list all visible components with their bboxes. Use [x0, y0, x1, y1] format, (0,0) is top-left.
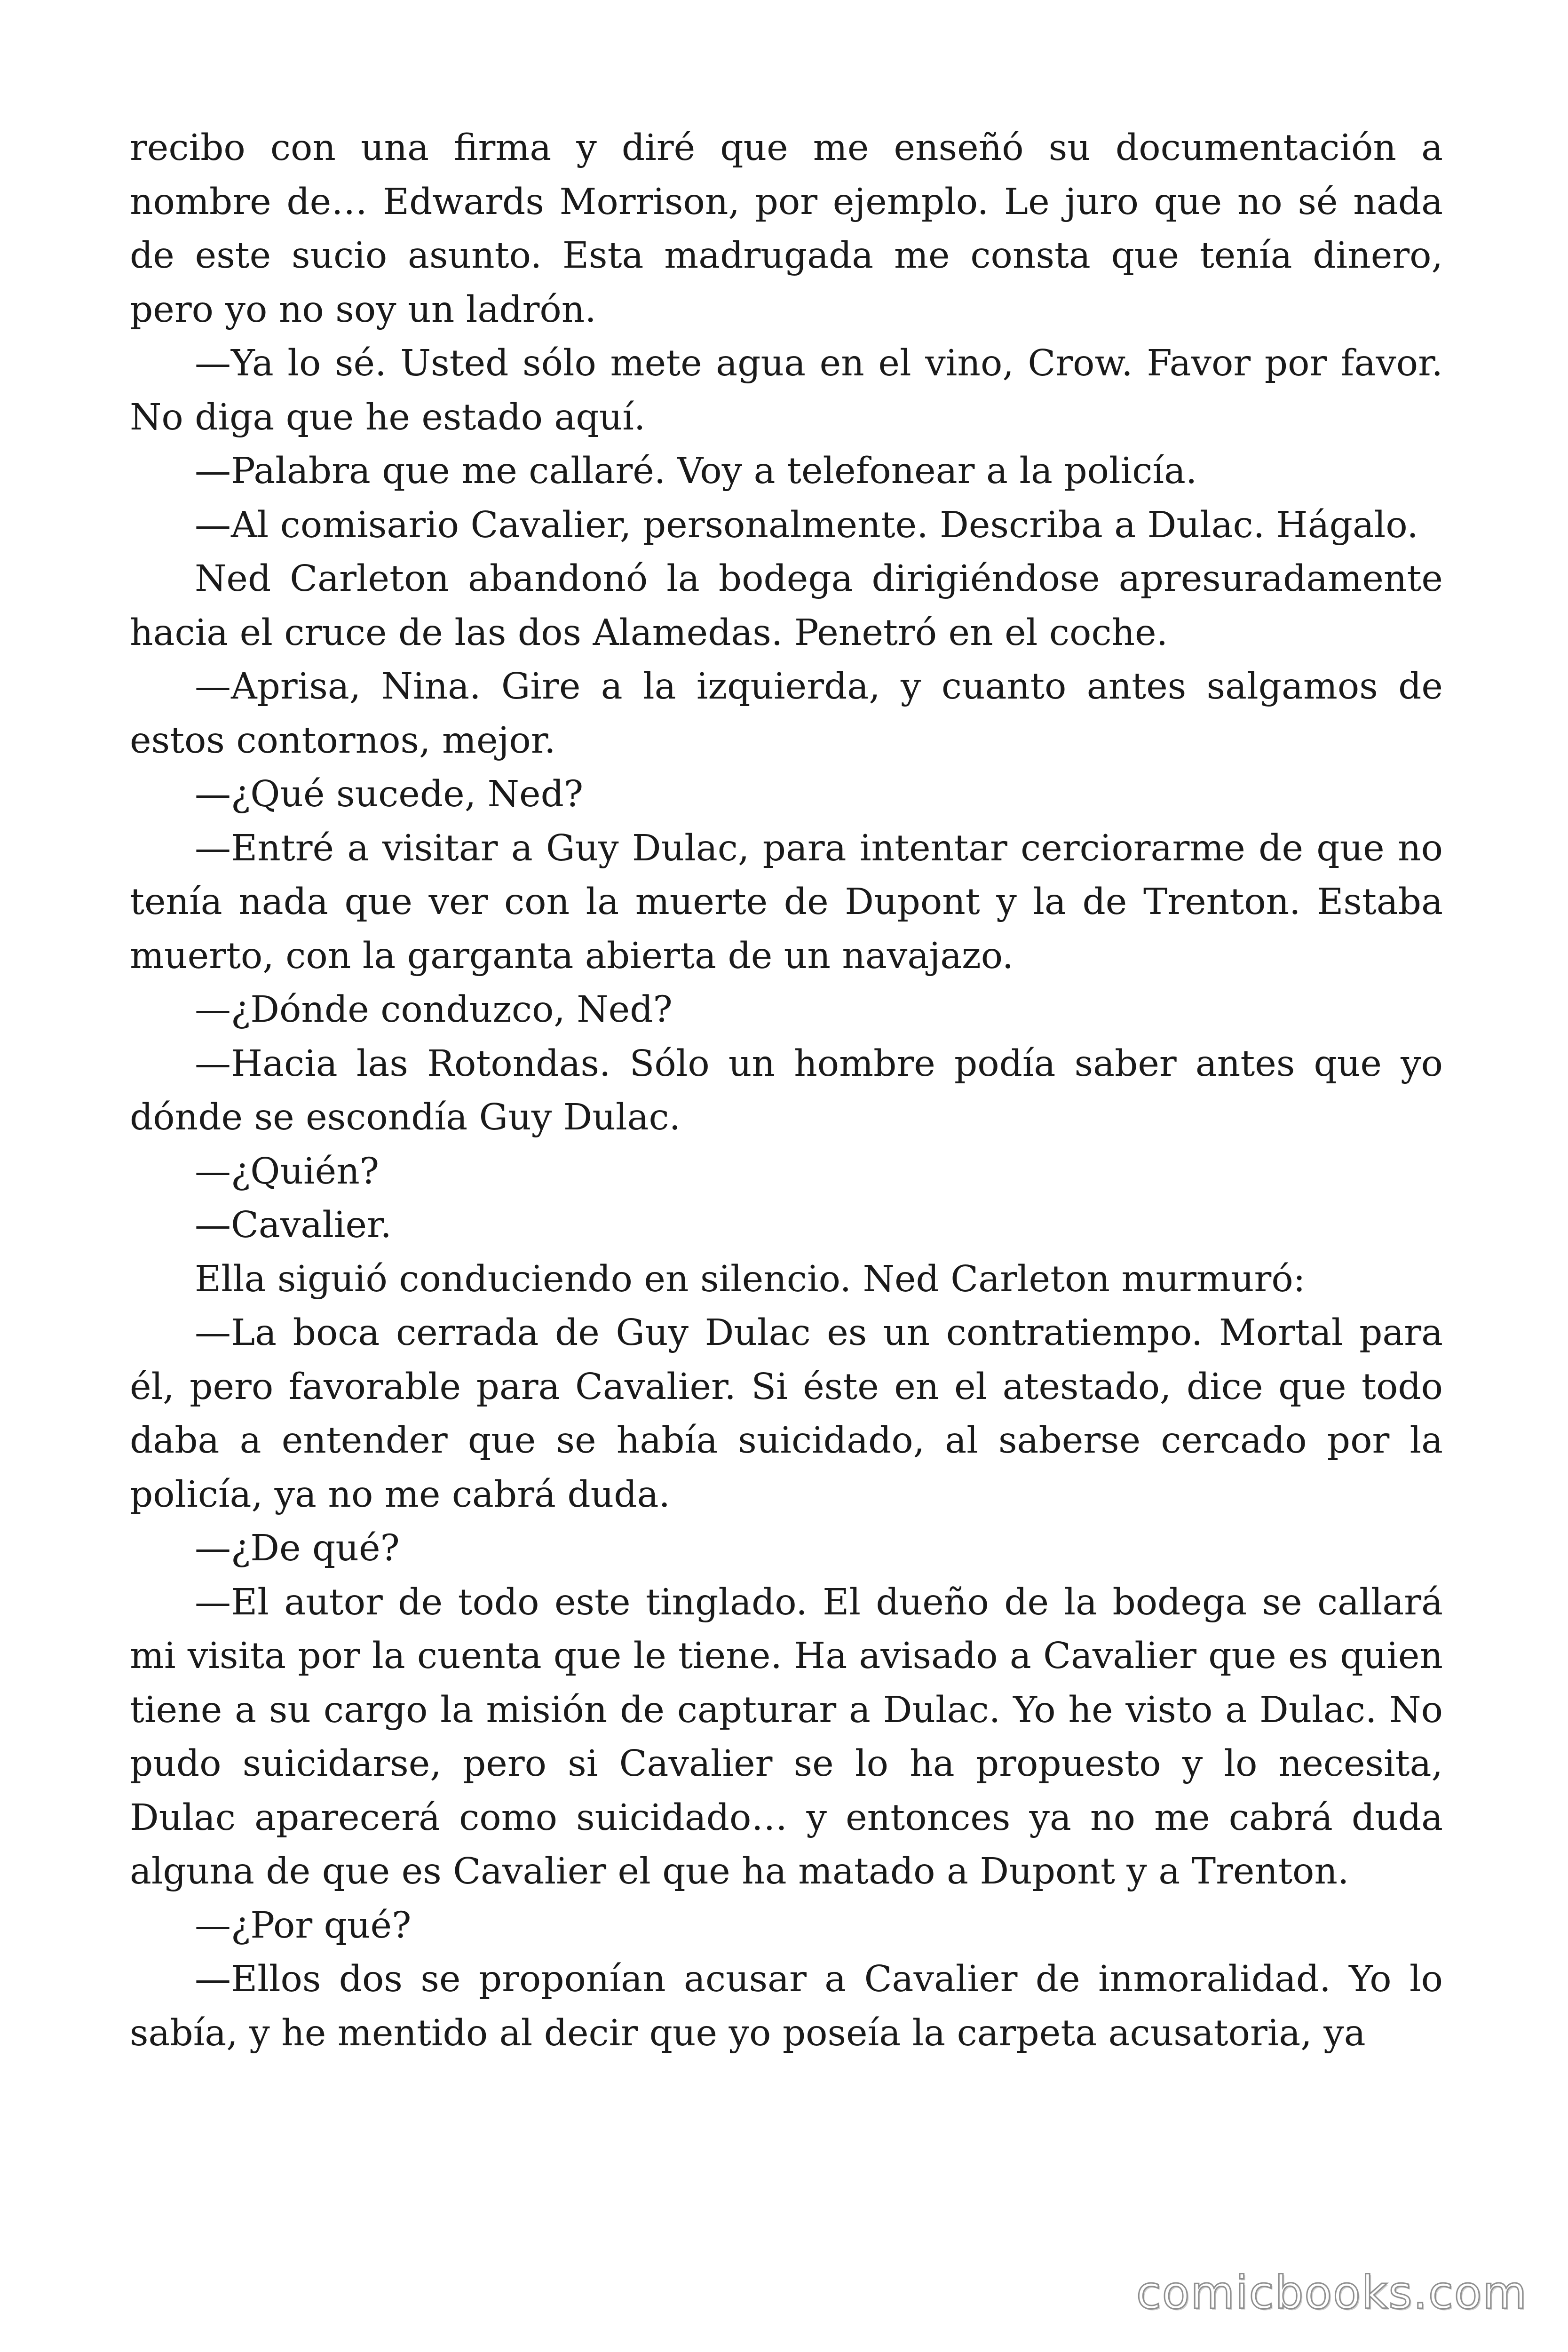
paragraph: —Ya lo sé. Usted sólo mete agua en el vino, Crow. Favor por favor. No diga que he estado aquí. — [130, 342, 1443, 438]
paragraph: —El autor de todo este tinglado. El dueño de la bodega se callará mi visita por la cuenta que le tiene. Ha avisado a Cavalier que es quien tiene a su cargo la misión de capturar a Dulac. Yo he visto a Dulac. No pudo suicidarse, pero si Cavalier se lo ha propuesto y lo necesita, Dulac aparecerá como suicidado… y entonces ya no me cabrá duda alguna de que es Cavalier el que ha matado a Dupont y a Trenton. — [130, 1581, 1443, 1892]
paragraph: —¿Por qué? — [195, 1904, 412, 1947]
watermark: comicbooks.com — [1136, 2266, 1528, 2319]
paragraph: Ella siguió conduciendo en silencio. Ned Carleton murmuró: — [195, 1258, 1306, 1300]
paragraph: —¿Dónde conduzco, Ned? — [195, 989, 673, 1031]
paragraph: —La boca cerrada de Guy Dulac es un contratiempo. Mortal para él, pero favorable para Cavalier. Si éste en el atestado, dice que todo daba a entender que se había suicidado, al saberse cercado por la policía, ya no me cabrá duda. — [130, 1312, 1443, 1516]
body-text — [130, 121, 1443, 2060]
paragraph: —Ellos dos se proponían acusar a Cavalier de inmoralidad. Yo lo sabía, y he mentido al decir que yo poseía la carpeta acusatoria, ya — [130, 1958, 1443, 2054]
paragraph: —¿De qué? — [195, 1527, 400, 1569]
paragraph: —Al comisario Cavalier, personalmente. Describa a Dulac. Hágalo. — [195, 504, 1418, 546]
paragraph: —¿Qué sucede, Ned? — [195, 773, 584, 815]
paragraph: Ned Carleton abandonó la bodega dirigiéndose apresuradamente hacia el cruce de las dos Alamedas. Penetró en el coche. — [130, 558, 1443, 654]
paragraph: —Aprisa, Nina. Gire a la izquierda, y cuanto antes salgamos de estos contornos, mejor. — [130, 666, 1443, 762]
paragraph: —Palabra que me callaré. Voy a telefonear a la policía. — [195, 450, 1197, 492]
paragraph: recibo con una firma y diré que me enseñó su documentación a nombre de… Edwards Morrison, por ejemplo. Le juro que no sé nada de este sucio asunto. Esta madrugada me consta que tenía dinero, pero yo no soy un ladrón. — [130, 127, 1443, 331]
paragraph: —Entré a visitar a Guy Dulac, para intentar cerciorarme de que no tenía nada que ver con la muerte de Dupont y la de Trenton. Estaba muerto, con la garganta abierta de un navajazo. — [130, 827, 1443, 977]
paragraph: —Cavalier. — [195, 1204, 392, 1246]
paragraph: —Hacia las Rotondas. Sólo un hombre podía saber antes que yo dónde se escondía Guy Dulac. — [130, 1042, 1443, 1138]
paragraph: —¿Quién? — [195, 1150, 380, 1192]
